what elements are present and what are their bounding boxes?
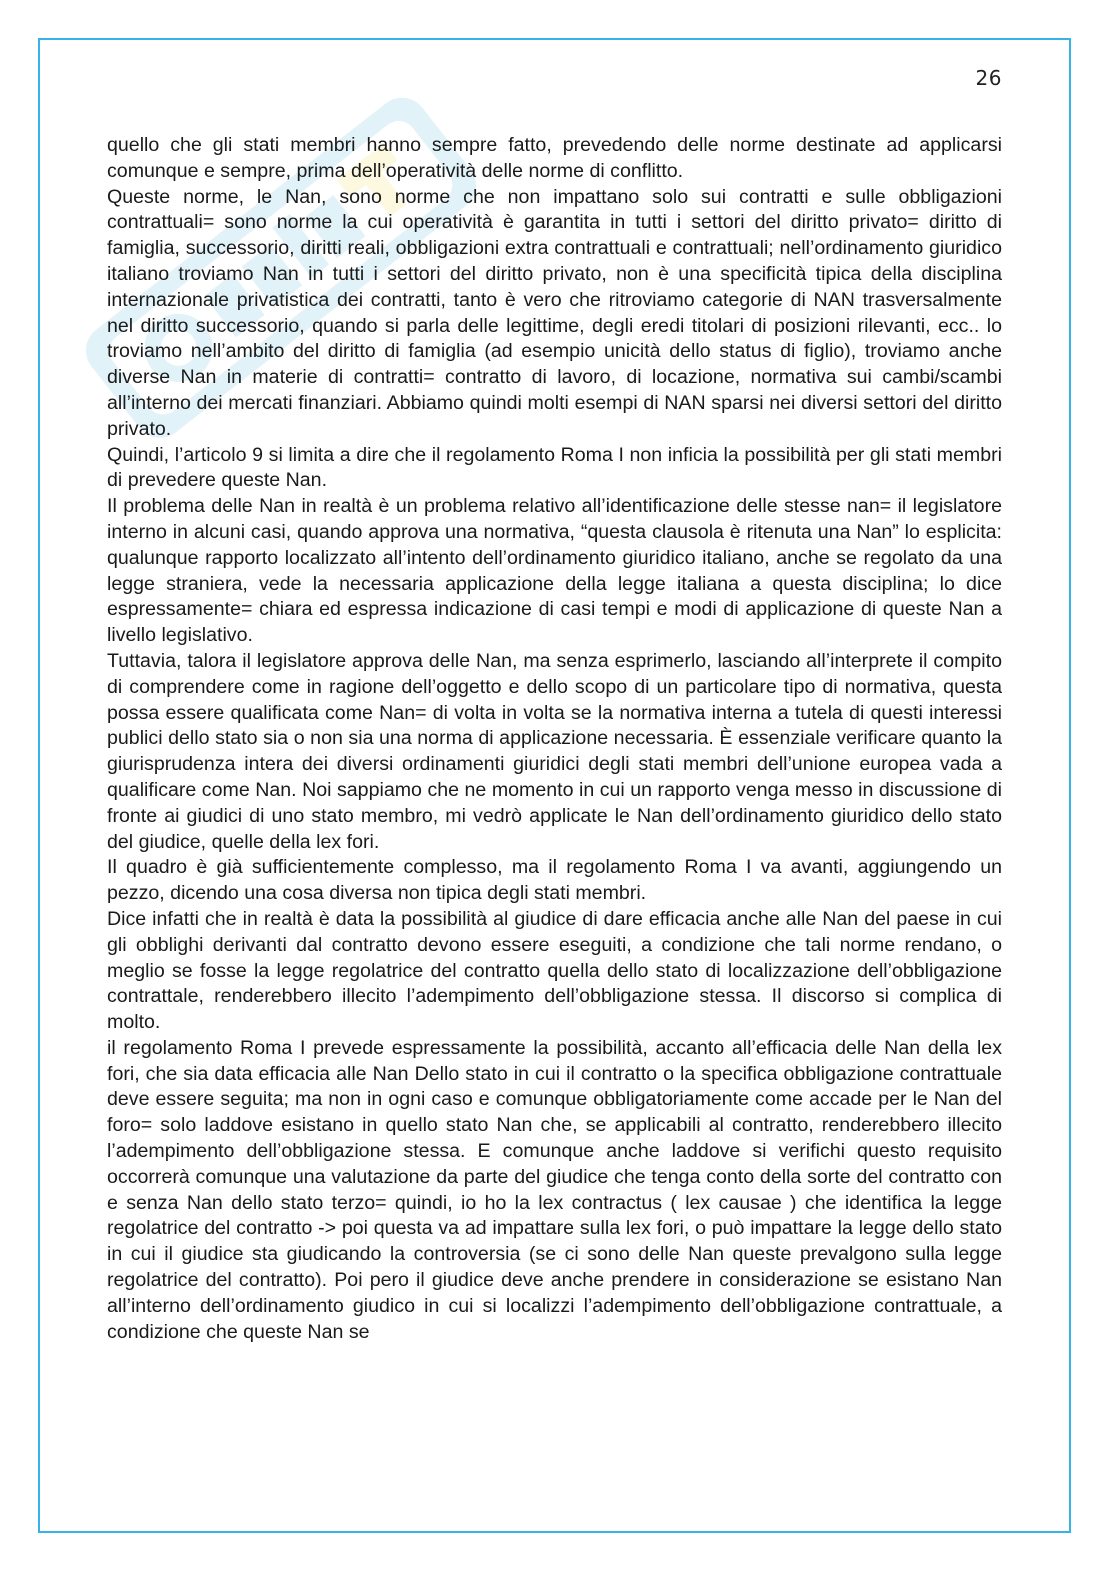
paragraph: Il problema delle Nan in realtà è un problema relativo all’identificazione delle stesse nan= il legislatore interno in alcuni casi, quando approva una normativa, “questa clausola è ritenuta una Nan” lo esplicita: qualunque rapporto localizzato all’intento dell’ordinamento giuridico italiano, anche se regolato da una legge straniera, vede la necessaria applicazione della legge italiana a questa disciplina; lo dice espressamente= chiara ed espressa indicazione di casi tempi e modi di applicazione di queste Nan a livello legislativo.	[107, 495, 1002, 647]
paragraph: quello che gli stati membri hanno sempre fatto, prevedendo delle norme destinate ad applicarsi comunque e sempre, prima dell’operatività delle norme di conflitto.	[107, 134, 1002, 182]
paragraph: Dice infatti che in realtà è data la possibilità al giudice di dare efficacia anche alle Nan del paese in cui gli obblighi derivanti dal contratto devono essere eseguiti, a condizione che tali norme rendano, o meglio se fosse la legge regolatrice del contratto quella dello stato di localizzazione dell’obbligazione contrattale, renderebbero illecito l’adempimento dell’obbligazione stessa. Il discorso si complica di molto.	[107, 907, 1002, 1034]
document-body	[107, 133, 1002, 1345]
paragraph: Queste norme, le Nan, sono norme che non impattano solo sui contratti e sulle obbligazioni contrattuali= sono norme la cui operatività è garantita in tutti i settori del diritto privato= diritto di famiglia, successorio, diritti reali, obbligazioni extra contrattuali e contrattuali; nell’ordinamento giuridico italiano troviamo Nan in tutti i settori del diritto privato, non è una specificità tipica della disciplina internazionale privatistica dei contratti, tanto è vero che ritroviamo categorie di NAN trasversalmente nel diritto successorio, quando si parla delle legittime, degli eredi titolari di posizioni rilevanti, ecc.. lo troviamo nell’ambito del diritto di famiglia (ad esempio unicità dello status di figlio), troviamo anche diverse Nan in materie di contratti= contratto di lavoro, di locazione, normativa sui cambi/scambi all’interno dei mercati finanziari. Abbiamo quindi molti esempi di NAN sparsi nei diversi settori del diritto privato.	[107, 185, 1002, 440]
paragraph: Quindi, l’articolo 9 si limita a dire che il regolamento Roma I non inficia la possibilità per gli stati membri di prevedere queste Nan.	[107, 443, 1002, 492]
paragraph: Tuttavia, talora il legislatore approva delle Nan, ma senza esprimerlo, lasciando all’interprete il compito di comprendere come in ragione dell’oggetto e dello scopo di un particolare tipo di normativa, questa possa essere qualificata come Nan= di volta in volta se la normativa interna a tutela di questi interessi publici dello stato sia o non sia una norma di applicazione necessaria. È essenziale verificare quanto la giurisprudenza intera dei diversi ordinamenti giuridici degli stati membri dell’unione europea vada a qualificare come Nan. Noi sappiamo che ne momento in cui un rapporto venga messo in discussione di fronte ai giudici di uno stato membro, mi vedrò applicate le Nan dell’ordinamento giuridico dello stato del giudice, quelle della lex fori.	[107, 649, 1002, 853]
paragraph: il regolamento Roma I prevede espressamente la possibilità, accanto all’efficacia delle Nan della lex fori, che sia data efficacia alle Nan Dello stato in cui il contratto o la specifica obbligazione contrattuale deve essere seguita; ma non in ogni caso e comunque obbligatoriamente come accade per le Nan del foro= solo laddove esistano in quello stato Nan che, se applicabili al contratto, renderebbero illecito l’adempimento dell’obbligazione stessa. E comunque anche laddove si verifichi questo requisito occorrerà comunque una valutazione da parte del giudice che tenga conto della sorte del contratto con e senza Nan dello stato terzo= quindi, io ho la lex contractus ( lex causae ) che identifica la legge regolatrice del contratto -> poi questa va ad impattare sulla lex fori, o può impattare la legge dello stato in cui il giudice sta giudicando la controversia (se ci sono delle Nan queste prevalgono sulla legge regolatrice del contratto). Poi pero il giudice deve anche prendere in considerazione se esistano Nan all’interno dell’ordinamento giudico in cui si localizzi l’adempimento dell’obbligazione contrattuale, a condizione che queste Nan se	[107, 1036, 1002, 1343]
paragraph: Il quadro è già sufficientemente complesso, ma il regolamento Roma I va avanti, aggiungendo un pezzo, dicendo una cosa diversa non tipica degli stati membri.	[107, 856, 1002, 905]
page-number: 26	[975, 66, 1002, 90]
